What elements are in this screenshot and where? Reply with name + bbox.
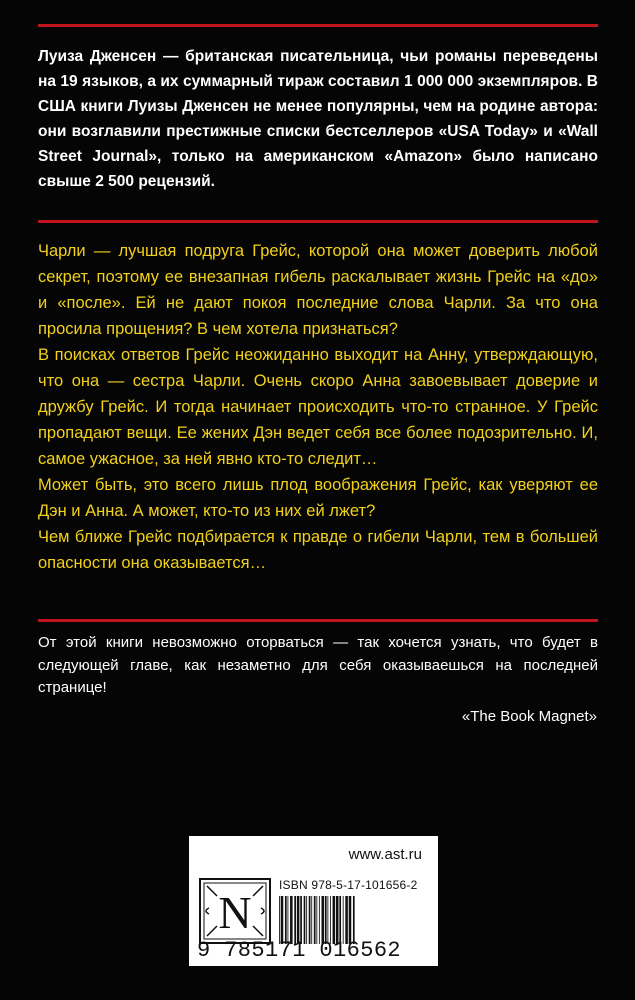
publisher-url: www.ast.ru [348, 846, 422, 863]
barcode-bar [281, 896, 284, 944]
barcode-bar [285, 896, 287, 944]
barcode-bars [279, 896, 427, 944]
barcode-bar [349, 896, 352, 944]
top-divider [38, 24, 598, 27]
barcode-bar [345, 896, 348, 944]
barcode-panel [189, 836, 438, 966]
barcode-bar [327, 896, 328, 944]
barcode-bar [333, 896, 336, 944]
review-quote: От этой книги невозможно оторваться — так хочется узнать, что будет в следующей главе, как незаметно для себя оказываешься на последней странице! [38, 634, 598, 696]
synopsis-divider [38, 619, 598, 622]
barcode-bar [336, 896, 339, 944]
barcode-bar [306, 896, 307, 944]
barcode-bar [314, 896, 316, 944]
bio-divider [38, 220, 598, 223]
isbn-number: ISBN 978-5-17-101656-2 [279, 878, 418, 892]
barcode-bar [339, 896, 341, 944]
review-source: «The Book Magnet» [461, 708, 597, 725]
barcode-bar [297, 896, 300, 944]
publisher-logo-letter: N [218, 887, 252, 938]
barcode-bar [294, 896, 296, 944]
barcode-bar [304, 896, 306, 944]
barcode-bar [330, 896, 331, 944]
barcode-bar [300, 896, 302, 944]
barcode-digits: 9 785171 016562 [197, 938, 402, 963]
barcode-bar [311, 896, 312, 944]
barcode-bar [343, 896, 344, 944]
barcode-bar [322, 896, 325, 944]
barcode-bar [279, 896, 280, 944]
barcode-bar [288, 896, 289, 944]
barcode-bar [319, 896, 320, 944]
synopsis-paragraph-3: Может быть, это всего лишь плод воображения Грейс, как уверяют ее Дэн и Анна. А может, кто-то из них ей лжет? [38, 476, 598, 520]
synopsis-paragraph-4: Чем ближе Грейс подбирается к правде о гибели Чарли, тем в большей опасности она оказывается… [38, 528, 598, 572]
publisher-logo-icon [199, 878, 271, 944]
barcode-bar [316, 896, 317, 944]
barcode-bar [353, 896, 355, 944]
synopsis-paragraph-2: В поисках ответов Грейс неожиданно выходит на Анну, утверждающую, что она — сестра Чарли. Очень скоро Анна завоевывает доверие и дружбу Грейс. И тогда начинает происходить что-то странное. У Грейс пропадают вещи. Ее жених Дэн ведет себя все более подозрительно. И, самое ужасное, за ней явно кто-то следит… [38, 346, 598, 468]
barcode-bar [325, 896, 327, 944]
synopsis-paragraph-1: Чарли — лучшая подруга Грейс, которой она может доверить любой секрет, поэтому ее внезапная гибель раскалывает жизнь Грейс на «до» и «после». Ей не дают покоя последние слова Чарли. За что она просила прощения? В чем хотела признаться? [38, 242, 598, 338]
book-synopsis [38, 238, 598, 576]
barcode-bar [309, 896, 311, 944]
barcode-bar [290, 896, 293, 944]
author-bio: Луиза Дженсен — британская писательница, чьи романы переведены на 19 языков, а их суммарный тираж составил 1 000 000 экземпляров. В США книги Луизы Дженсен не менее популярны, чем на родине автора: они возглавили престижные списки бестселлеров «USA Today» и «Wall Street Journal», только на американском «Amazon» было написано свыше 2 500 рецензий. [38, 48, 598, 190]
